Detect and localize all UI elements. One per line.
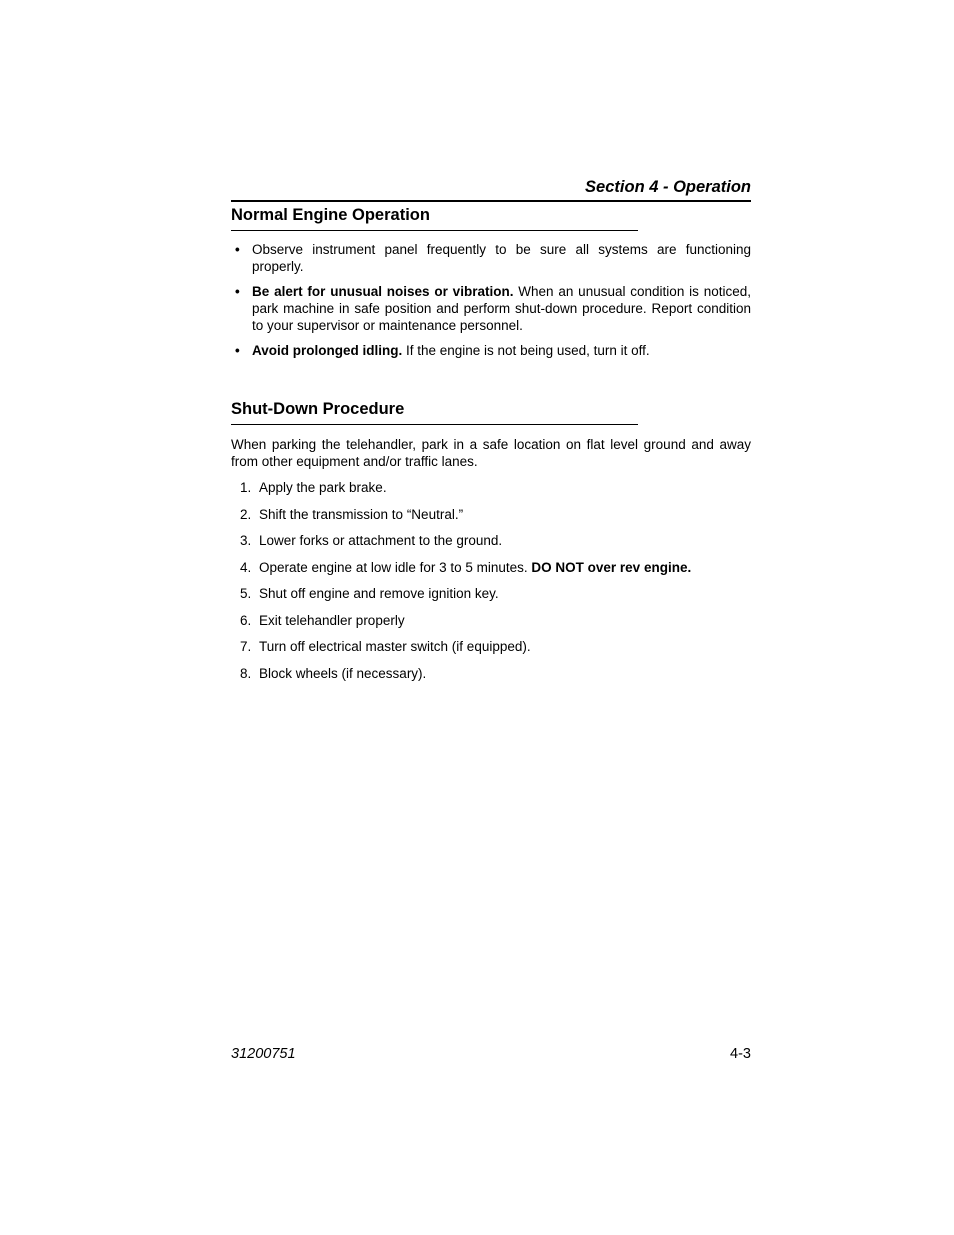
footer-page-number: 4-3 — [730, 1046, 751, 1062]
bullet-bold-text: Be alert for unusual noises or vibration. — [252, 284, 514, 299]
bullet-item — [231, 283, 751, 334]
footer-doc-number: 31200751 — [231, 1046, 296, 1062]
shutdown-steps-list — [231, 479, 751, 691]
step-item — [231, 585, 751, 602]
step-number: 8. — [240, 665, 252, 681]
bullet-item — [231, 342, 751, 359]
step-text: Apply the park brake. — [259, 480, 387, 495]
step-text: Lower forks or attachment to the ground. — [259, 533, 503, 548]
step-item — [231, 612, 751, 629]
step-text: Shut off engine and remove ignition key. — [259, 586, 499, 601]
bullet-dot-icon: • — [235, 343, 240, 358]
bullet-item — [231, 241, 751, 275]
step-number: 3. — [240, 533, 252, 548]
heading-normal-engine-operation: Normal Engine Operation — [231, 205, 638, 231]
step-item — [231, 638, 751, 655]
bullet-text: When an unusual condition is noticed, park machine in safe position and perform shut-down procedure. Report condition to your supervisor or maintenance personnel. — [252, 284, 751, 333]
bullet-text: If the engine is not being used, turn it off. — [402, 343, 650, 358]
step-number: 2. — [240, 506, 252, 522]
section-header: Section 4 - Operation — [585, 178, 751, 196]
step-number: 4. — [240, 559, 252, 575]
step-text: Shift the transmission to “Neutral.” — [259, 506, 464, 522]
step-item — [231, 665, 751, 682]
step-bold-text: DO NOT over rev engine. — [531, 559, 692, 575]
section-header-rule — [231, 200, 751, 202]
shutdown-intro-paragraph: When parking the telehandler, park in a safe location on flat level ground and away from other equipment and/or traffic lanes. — [231, 437, 751, 469]
step-item — [231, 559, 751, 576]
step-number: 5. — [240, 586, 252, 601]
step-text: Turn off electrical master switch (if equipped). — [259, 639, 531, 654]
step-text: Exit telehandler properly — [259, 612, 405, 628]
step-number: 7. — [240, 639, 252, 654]
manual-page — [231, 0, 751, 1235]
normal-engine-bullet-list — [231, 241, 751, 367]
bullet-dot-icon: • — [235, 284, 240, 299]
bullet-bold-text: Avoid prolonged idling. — [252, 343, 403, 358]
step-text: Operate engine at low idle for 3 to 5 minutes. — [259, 559, 532, 575]
step-item — [231, 479, 751, 496]
step-item — [231, 532, 751, 549]
heading-shut-down-procedure: Shut-Down Procedure — [231, 399, 638, 425]
step-number: 1. — [240, 480, 252, 495]
step-text: Block wheels (if necessary). — [259, 665, 427, 681]
step-item — [231, 506, 751, 523]
bullet-dot-icon: • — [235, 242, 240, 257]
step-number: 6. — [240, 612, 252, 628]
bullet-text: Observe instrument panel frequently to be sure all systems are functioning properly. — [252, 242, 751, 274]
